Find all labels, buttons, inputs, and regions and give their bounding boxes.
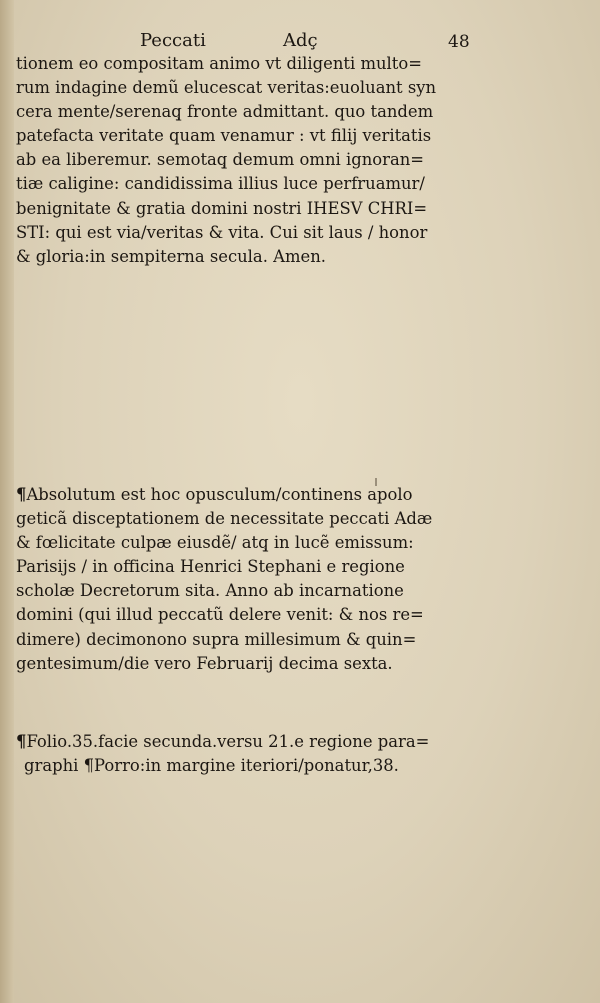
colophon-line: dimere) decimonono supra millesimum & quin=	[16, 629, 417, 649]
colophon-line: gentesimum/die vero Februarij decima sexta.	[16, 653, 393, 673]
text-line: cera mente/serenaq̧ fronte admittant. quo tandem	[16, 102, 434, 122]
pilcrow-icon: ¶	[16, 485, 27, 504]
colophon-line: domini (qui illud peccatũ delere venit: & nos re=	[16, 605, 424, 625]
text-line: benignitate & gratia domini nostri IHESV CHRI=	[16, 198, 428, 218]
main-text-block	[16, 52, 486, 269]
errata-line: graphi ¶Porro:in margine iteriori/ponatur,38.	[24, 756, 399, 776]
errata-line-first	[16, 730, 486, 754]
errata-line-text: Folio.35.facie secunda.versu 21.e regione para=	[26, 732, 430, 751]
errata-block	[16, 730, 486, 778]
text-line: & gloria:in sempiterna secula. Amen.	[16, 246, 326, 266]
text-line: patefacta veritate quam venamur : vt filij veritatis	[16, 126, 432, 146]
text-line: ab ea liberemur. semotaq̧ demum omni ignoran=	[16, 150, 425, 170]
colophon-line: scholæ Decretorum sita. Anno ab incarnatione	[16, 581, 404, 601]
pilcrow-icon: ¶	[16, 732, 27, 751]
text-line: tionem eo compositam animo vt diligenti multo=	[16, 54, 422, 73]
text-line: rum indagine demũ elucescat veritas:euoluant syn	[16, 78, 437, 98]
running-head	[0, 30, 600, 54]
colophon-line: Parisijs / in officina Henrici Stephani e regione	[16, 557, 405, 577]
running-head-left: Peccati	[140, 30, 206, 51]
text-line: tiæ caligine: candidissima illius luce perfruamur/	[16, 174, 425, 194]
colophon-line: geticã disceptationem de necessitate peccati Adæ	[16, 509, 433, 529]
running-head-right: Adç	[283, 30, 318, 51]
colophon-line: & fœlicitate culpæ eiusdẽ/ atq̧ in lucẽ emissum:	[16, 533, 414, 553]
folio-number: 48	[448, 32, 470, 52]
colophon-line-text: Absolutum est hoc opusculum/continens apolo	[26, 485, 413, 504]
colophon-line-first	[16, 483, 486, 507]
colophon-block	[16, 483, 486, 676]
page-gutter-shadow	[0, 0, 14, 1003]
text-line: STI: qui est via/veritas & vita. Cui sit laus / honor	[16, 222, 428, 242]
